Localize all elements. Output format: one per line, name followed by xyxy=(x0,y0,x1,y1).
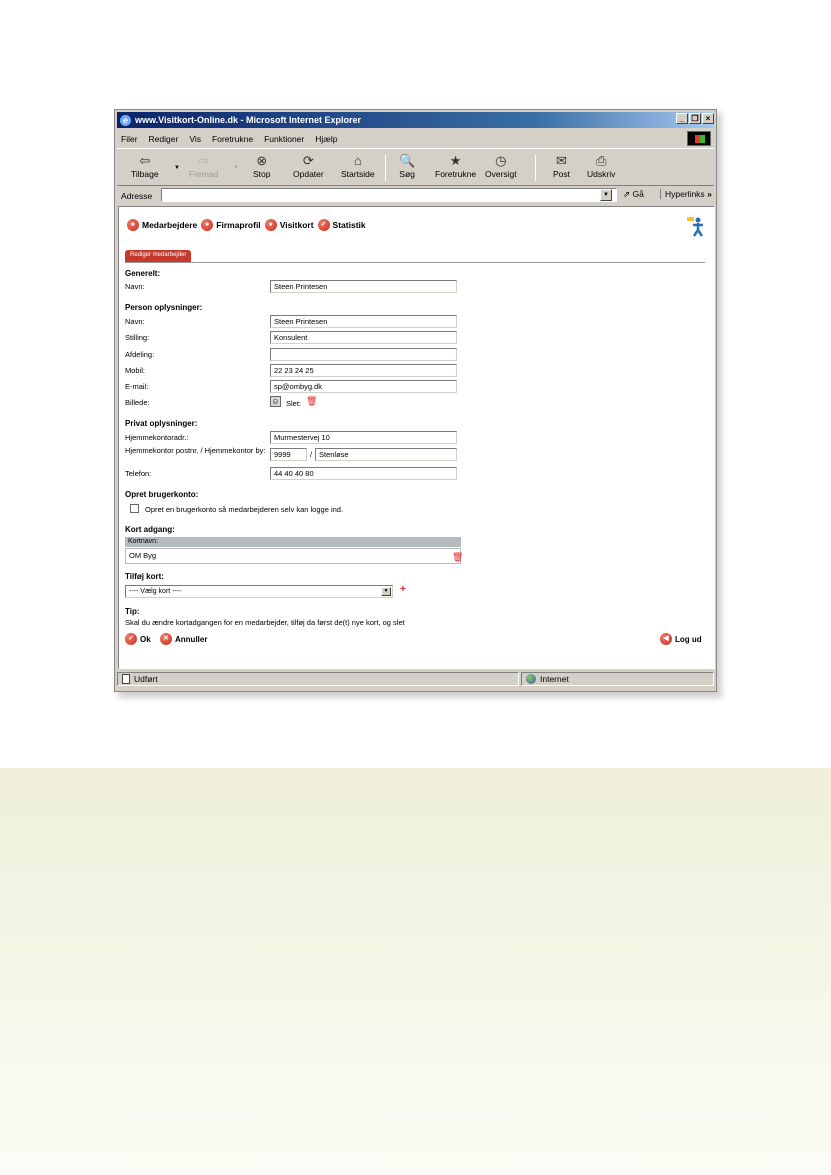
mobile-field[interactable]: 22 23 24 25 xyxy=(270,364,457,377)
card-table-header: Kortnavn: xyxy=(125,537,461,547)
image-delete-label: Slet: xyxy=(286,399,302,408)
mobile-label: Mobil: xyxy=(125,366,146,375)
ok-button[interactable]: ✓ Ok xyxy=(125,633,151,645)
menu-edit[interactable]: Rediger xyxy=(148,133,179,144)
toolbar xyxy=(117,148,714,186)
address-input[interactable] xyxy=(161,188,617,202)
zone-cell xyxy=(521,672,714,686)
business-card-icon: ● xyxy=(265,219,277,231)
page-icon xyxy=(122,674,130,684)
tip-heading: Tip: xyxy=(125,607,140,616)
history-icon: ◷ xyxy=(495,153,507,168)
page-background-band xyxy=(0,768,831,1175)
go-arrow-icon: ⇗ xyxy=(623,189,631,199)
person-heading: Person oplysninger: xyxy=(125,303,203,312)
forward-button[interactable]: ⇨ Fremad xyxy=(189,153,219,179)
add-card-icon[interactable]: + xyxy=(400,584,406,595)
postal-slash: / xyxy=(310,450,313,459)
tab-edit-employee[interactable]: Rediger medarbejder xyxy=(125,250,191,262)
back-button[interactable]: ⇦ Tilbage xyxy=(131,153,159,179)
general-name-label: Navn: xyxy=(125,282,145,291)
favorites-button[interactable]: ★ Foretrukne xyxy=(435,153,477,179)
phone-label: Telefon: xyxy=(125,469,152,478)
city-field[interactable]: Stenløse xyxy=(315,448,457,461)
nav-statistics[interactable]: Statistik xyxy=(332,220,366,230)
back-arrow-icon: ⇦ xyxy=(139,153,151,168)
menu-favorites[interactable]: Foretrukne xyxy=(211,133,254,144)
globe-icon xyxy=(526,674,536,684)
back-dropdown-icon[interactable]: ▼ xyxy=(174,165,180,171)
logout-button[interactable]: ◀ Log ud xyxy=(660,633,702,645)
image-label: Billede: xyxy=(125,398,150,407)
toolbar-separator xyxy=(385,155,386,181)
person-name-field[interactable]: Steen Printesen xyxy=(270,315,457,328)
create-account-checkbox[interactable] xyxy=(130,504,139,513)
search-icon: 🔍 xyxy=(399,153,416,168)
zone-text: Internet xyxy=(540,674,569,684)
links-button[interactable]: Hyperlinks » xyxy=(660,189,712,199)
employees-icon: ● xyxy=(127,219,139,231)
home-address-label: Hjemmekontoradr.: xyxy=(125,433,189,442)
mail-icon: ✉ xyxy=(556,153,567,168)
maximize-button[interactable]: ❐ xyxy=(689,113,701,124)
go-button[interactable]: ⇗ Gå xyxy=(623,189,644,199)
photo-thumbnail-icon[interactable]: ☺ xyxy=(271,397,280,406)
refresh-button[interactable]: ⟳ Opdater xyxy=(293,153,324,179)
department-field[interactable] xyxy=(270,348,457,361)
general-name-field[interactable]: Steen Printesen xyxy=(270,280,457,293)
printer-icon: ⎙ xyxy=(595,153,607,168)
history-button[interactable]: ◷ Oversigt xyxy=(485,153,517,179)
address-bar xyxy=(117,187,714,204)
print-button[interactable]: ⎙ Udskriv xyxy=(587,153,616,179)
favorites-icon: ★ xyxy=(449,153,462,168)
site-nav xyxy=(127,219,366,231)
home-address-field[interactable]: Murmestervej 10 xyxy=(270,431,457,444)
private-heading: Privat oplysninger: xyxy=(125,419,198,428)
menu-help[interactable]: Hjælp xyxy=(315,133,338,144)
home-postal-label: Hjemmekontor postnr. / Hjemmekontor by: xyxy=(125,446,266,455)
web-content xyxy=(118,206,715,669)
add-card-heading: Tilføj kort: xyxy=(125,572,164,581)
refresh-icon: ⟳ xyxy=(302,153,314,168)
cancel-icon: ✕ xyxy=(160,633,172,645)
home-button[interactable]: ⌂ Startside xyxy=(341,153,375,179)
status-bar xyxy=(117,671,714,687)
cancel-button[interactable]: ✕ Annuller xyxy=(160,633,207,645)
menu-bar xyxy=(117,130,714,147)
nav-business-cards[interactable]: Visitkort xyxy=(279,220,314,230)
check-icon: ✓ xyxy=(125,633,137,645)
table-row xyxy=(125,548,464,564)
windows-flag-icon xyxy=(687,131,711,146)
create-account-label: Opret en brugerkonto så medarbejderen selv kan logge ind. xyxy=(145,505,344,514)
general-heading: Generelt: xyxy=(125,269,161,278)
statistics-icon: ✓ xyxy=(318,219,330,231)
person-name-label: Navn: xyxy=(125,317,145,326)
ie-logo-icon: e xyxy=(120,115,131,126)
logout-arrow-icon: ◀ xyxy=(660,633,672,645)
stop-icon: ⊗ xyxy=(256,153,268,168)
minimize-button[interactable]: _ xyxy=(676,113,688,124)
account-heading: Opret brugerkonto: xyxy=(125,490,199,499)
status-text-cell xyxy=(117,672,519,686)
trash-icon[interactable]: 🗑 xyxy=(306,396,318,406)
nav-employees[interactable]: Medarbejdere xyxy=(142,220,198,230)
tip-text: Skal du ændre kortadgangen for en medarbejder, tilføj da først de(t) nye kort, og slet xyxy=(125,618,405,627)
trash-icon[interactable]: 🗑 xyxy=(452,552,464,562)
home-icon: ⌂ xyxy=(353,153,362,168)
status-text: Udført xyxy=(134,674,158,684)
menu-file[interactable]: Filer xyxy=(121,133,138,144)
address-dropdown-icon[interactable]: ▼ xyxy=(600,189,612,201)
card-select[interactable]: ---- Vælg kort ---- ▼ xyxy=(125,585,393,598)
postal-code-field[interactable]: 9999 xyxy=(270,448,307,461)
job-title-label: Stilling: xyxy=(125,333,150,342)
browser-window xyxy=(114,109,717,692)
stop-button[interactable]: ⊗ Stop xyxy=(253,153,271,179)
phone-field[interactable]: 44 40 40 80 xyxy=(270,467,457,480)
tab-divider xyxy=(125,262,705,263)
close-button[interactable]: × xyxy=(702,113,714,124)
email-field[interactable]: sp@ombyg.dk xyxy=(270,380,457,393)
search-button[interactable]: 🔍 Søg xyxy=(399,153,416,179)
forward-arrow-icon: ⇨ xyxy=(198,153,210,168)
nav-company-profile[interactable]: Firmaprofil xyxy=(216,220,261,230)
email-label: E-mail: xyxy=(125,382,149,391)
mail-button[interactable]: ✉ Post xyxy=(553,153,571,179)
card-name: OM Byg xyxy=(129,551,157,560)
forward-dropdown-icon[interactable]: ▼ xyxy=(233,165,239,171)
toolbar-separator xyxy=(535,155,536,181)
window-title: www.Visitkort-Online.dk - Microsoft Internet Explorer xyxy=(135,115,362,125)
helper-figure-icon[interactable] xyxy=(685,215,705,237)
job-title-field[interactable]: Konsulent xyxy=(270,331,457,344)
company-profile-icon: ● xyxy=(201,219,213,231)
menu-tools[interactable]: Funktioner xyxy=(264,133,305,144)
select-dropdown-icon[interactable]: ▼ xyxy=(381,587,391,596)
card-access-heading: Kort adgang: xyxy=(125,525,175,534)
title-bar xyxy=(117,112,714,128)
address-label: Adresse xyxy=(121,190,153,201)
department-label: Afdeling: xyxy=(125,350,155,359)
menu-view[interactable]: Vis xyxy=(189,133,201,144)
